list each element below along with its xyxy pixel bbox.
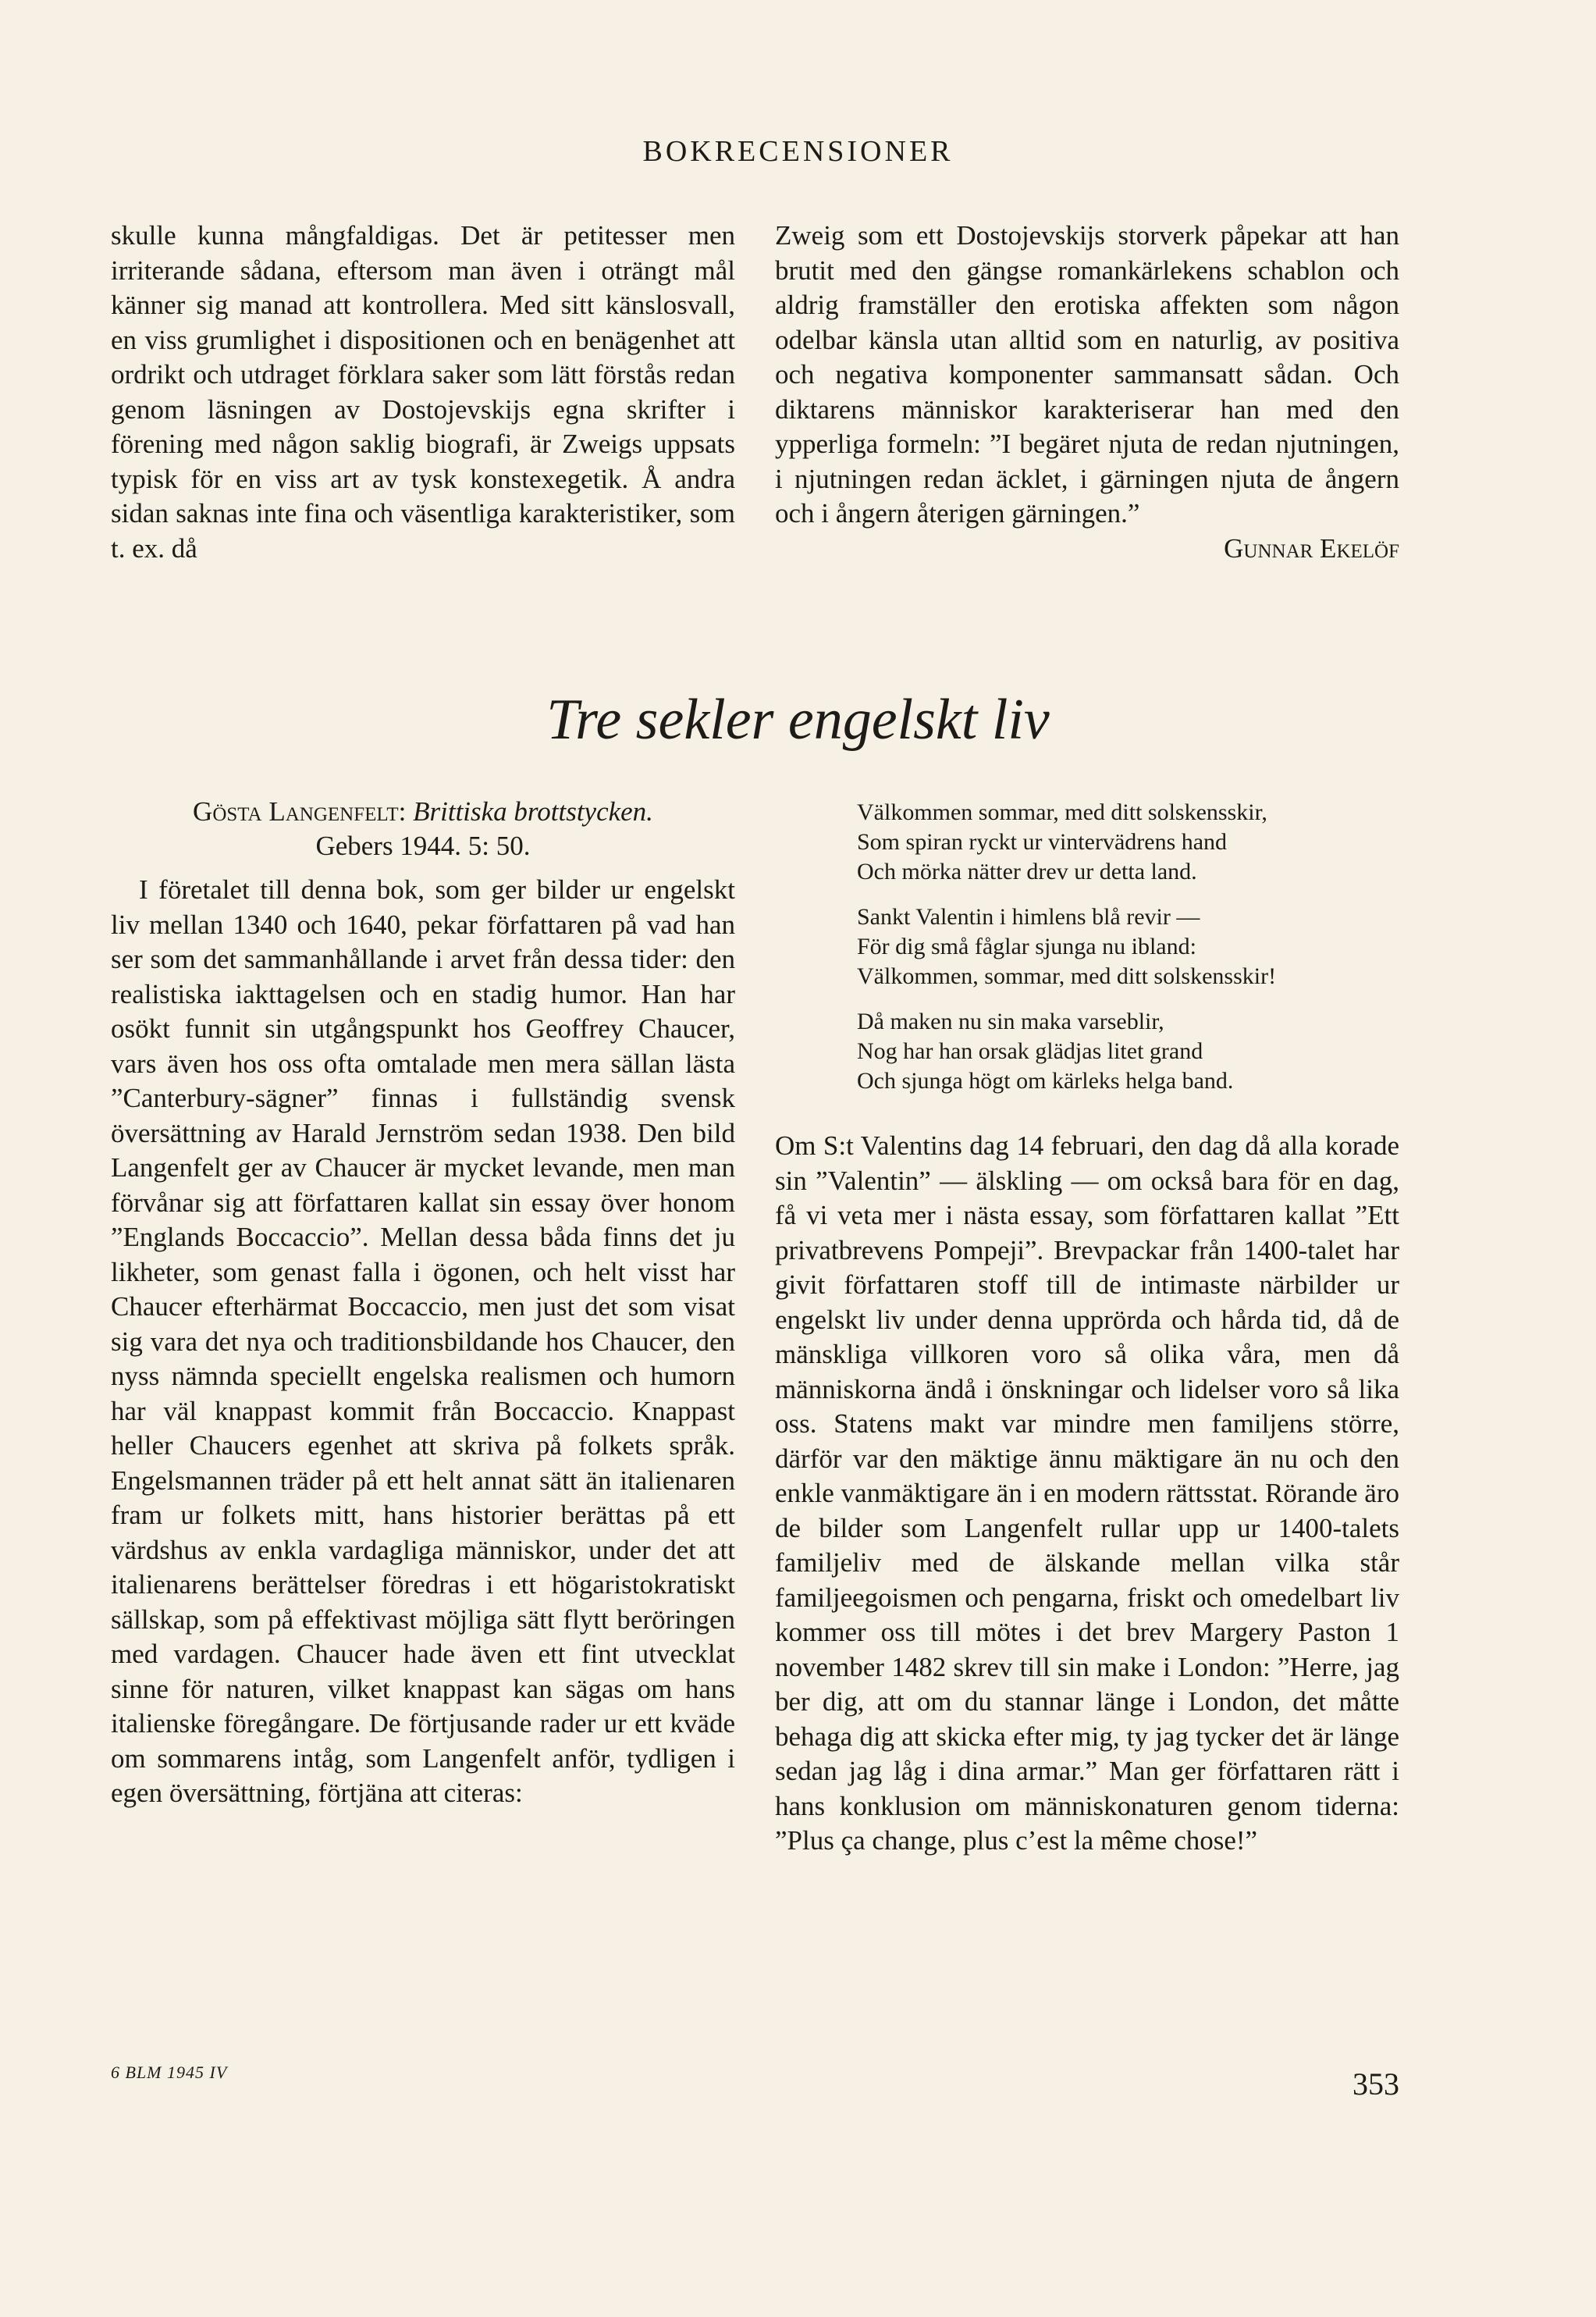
book-byline <box>111 795 735 863</box>
book-author: Gösta Langenfelt: <box>193 796 407 827</box>
review-signature: Gunnar Ekelöf <box>1224 532 1399 564</box>
poem-line: Sankt Valentin i himlens blå revir — <box>857 904 1200 930</box>
poem-quote <box>857 798 1403 1112</box>
article-title: Tre sekler engelskt liv <box>546 688 1050 752</box>
poem-line: Som spiran ryckt ur vintervädrens hand <box>857 829 1228 855</box>
review-column-right <box>775 219 1399 566</box>
poem-stanza <box>857 1007 1403 1096</box>
poem-line: Välkommen, sommar, med ditt solskensskir! <box>857 963 1277 989</box>
poem-line: Då maken nu sin maka varseblir, <box>857 1009 1164 1034</box>
page-number: 353 <box>1353 2066 1399 2102</box>
book-publisher: Gebers 1944. 5: 50. <box>315 831 531 861</box>
poem-line: Och sjunga högt om kärleks helga band. <box>857 1068 1234 1094</box>
footer-signature-mark: 6 BLM 1945 IV <box>111 2063 228 2082</box>
poem-line: För dig små fåglar sjunga nu ibland: <box>857 934 1196 959</box>
poem-line: Nog har han orsak glädjas litet grand <box>857 1038 1203 1064</box>
book-title: Brittiska brottstycken. <box>413 796 653 827</box>
poem-stanza <box>857 902 1403 991</box>
running-header: BOKRECENSIONER <box>642 135 954 168</box>
poem-line: Och mörka nätter drev ur detta land. <box>857 859 1197 884</box>
article-paragraph: I företalet till denna bok, som ger bilder ur engelskt liv mellan 1340 och 1640, pekar författaren på vad han ser som det sammanhållande i arvet från dessa tider: den realistiska iakttagelsen och en stadig humor. Han har osökt funnit sin utgångspunkt hos Geoffrey Chaucer, vars även hos oss ofta omtalade men mera sällan lästa ”Canterbury-sägner” finnas i fullständig svensk översättning av Harald Jernström sedan 1938. Den bild Langenfelt ger av Chaucer är mycket levande, men man förvånar sig att författaren kallat sin essay över honom ”Englands Boccaccio”. Mellan dessa båda finns det ju likheter, som genast falla i ögonen, och helt visst har Chaucer efterhärmat Boccaccio, men just det som visat sig vara det nya och traditionsbildande hos Chaucer, den nyss nämnda speciellt engelska realismen och humorn har väl knappast kommit från Boccaccio. Knappast heller Chaucers egenhet att skriva på folkets språk. Engelsmannen träder på ett helt annat sätt än italienaren fram ur folkets mitt, hans historier berättas på ett värdshus av enkla vardagliga människor, under det att italienarens berättelser föredras i ett högaristokratiskt sällskap, som på effektivast möjliga sätt flytt beröringen med vardagen. Chaucer hade även ett fint utvecklat sinne för naturen, vilket knappast kan sägas om hans italienske föregångare. De förtjusande rader ur ett kväde om sommarens intåg, som Langenfelt anför, tydligen i egen översättning, förtjäna att citeras: <box>111 874 735 1808</box>
poem-line: Välkommen sommar, med ditt solskensskir, <box>857 799 1267 825</box>
review-signature-row <box>775 532 1399 567</box>
article-paragraph: Om S:t Valentins dag 14 februari, den dag då alla korade sin ”Valentin” — älskling — om också bara för en dag, få vi veta mer i nästa essay, som författaren kallat ”Ett privatbrevens Pompeji”. Brevpackar från 1400-talet har givit författaren stoff till de intimaste närbilder ur engelskt liv under denna upprörda och hårda tid, då de mänskliga villkoren voro så olika våra, men då människorna ändå i önskningar och lidelser voro så lika oss. Statens makt var mindre men familjens större, därför var den mäktige ännu mäktigare än nu och den enkle vanmäktigare än i en modern rättsstat. Rörande äro de bilder som Langenfelt rullar upp ur 1400-talets familjeliv med de älskande mellan vilka står familjeegoismen och pengarna, friskt och omedelbart liv kommer oss till mötes i det brev Margery Paston 1 november 1482 skrev till sin make i London: ”Herre, jag ber dig, att om du stannar länge i London, det måtte behaga dig att skicka efter mig, ty jag tycker det är länge sedan jag låg i dina armar.” Man ger författaren rätt i hans konklusion om människonaturen genom tiderna: ”Plus ça change, plus c’est la même chose!” <box>775 1130 1399 1856</box>
review-column-left <box>111 219 735 566</box>
article-column-right <box>775 1129 1399 1859</box>
poem-stanza <box>857 798 1403 887</box>
review-paragraph: skulle kunna mångfaldigas. Det är petitesser men irriterande sådana, eftersom man även i oträngt mål känner sig manad att kontrollera. Med sitt känslosvall, en viss grumlighet i dispositionen och en benägenhet att ordrikt och utdraget förklara saker som lätt förstås redan genom läsningen av Dostojevskijs egna skrifter i förening med någon saklig biografi, är Zweigs uppsats typisk för en viss art av tysk konstexegetik. Å andra sidan saknas inte fina och väsentliga karakteristiker, som t. ex. då <box>111 220 735 564</box>
article-column-left <box>111 795 735 1811</box>
review-paragraph: Zweig som ett Dostojevskijs storverk påpekar att han brutit med den gängse romankärlekens schablon och aldrig framställer den erotiska affekten som någon odelbar känsla utan alltid som en naturlig, av positiva och negativa komponenter sammansatt sådan. Och diktarens människor karakteriserar han med den ypperliga formeln: ”I begäret njuta de redan njutningen, i njutningen redan äcklet, i gärningen njuta de ångern och i ångern återigen gärningen.” <box>775 220 1399 529</box>
